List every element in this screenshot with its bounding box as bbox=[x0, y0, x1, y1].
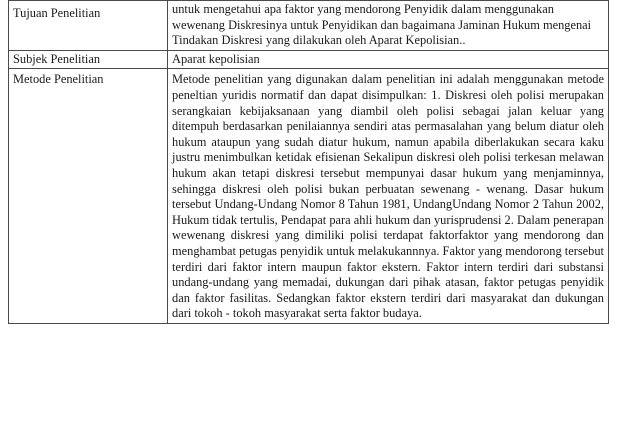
research-summary-table bbox=[8, 0, 609, 324]
row-label-subjek-penelitian: Subjek Penelitian bbox=[9, 50, 168, 69]
table-row-subjek-penelitian bbox=[9, 50, 609, 69]
row-content-subjek-penelitian: Aparat kepolisian bbox=[168, 50, 609, 69]
row-content-metode-penelitian: Metode penelitian yang digunakan dalam penelitian ini adalah menggunakan metode peneltian yuridis normatif dan dapat disimpulkan: 1. Diskresi oleh polisi merupakan serangkaian kebijaksanaan yang diambil oleh polisi sebagai jalan keluar yang ditempuh berdasarkan penilaiannya sendiri atas permasalahan yang belum diatur oleh hukum ataupun yang sudah diatur hukum, namun apabila diberlakukan secara kaku justru menimbulkan ketidak efisienan Sekalipun diskresi oleh polisi terkesan melawan hukum akan tetapi diskresi tersebut mempunyai dasar hukum yang menjaminnya, sehingga diskresi oleh polisi bukan perbuatan sewenang - wenang. Dasar hukum tersebut Undang-Undang Nomor 8 Tahun 1981, UndangUndang Nomor 2 Tahun 2002, Hukum tidak tertulis, Pendapat para ahli hukum dan yurisprudensi 2. Dalam penerapan wewenang diskresi yang dimiliki polisi terdapat faktorfaktor yang mendorong dan menghambat petugas penyidik untuk melakukannnya. Faktor yang mendorong tersebut terdiri dari faktor intern maupun faktor ekstern. Faktor intern terdiri dari substansi undang-undang yang memadai, dukungan dari pihak atasan, faktor petugas penyidik dan faktor fasilitas. Sedangkan faktor ekstern terdiri dari masyarakat dan dukungan dari tokoh - tokoh masyarakat serta faktor budaya. bbox=[168, 69, 609, 324]
table-row-tujuan-penelitian bbox=[9, 1, 609, 51]
row-label-tujuan-penelitian: Tujuan Penelitian bbox=[9, 1, 168, 51]
row-label-metode-penelitian: Metode Penelitian bbox=[9, 69, 168, 324]
table-row-metode-penelitian bbox=[9, 69, 609, 324]
row-content-tujuan-penelitian: untuk mengetahui apa faktor yang mendorong Penyidik dalam menggunakan wewenang Diskresinya untuk Penyidikan dan bagaimana Jaminan Hukum mengenai Tindakan Diskresi yang dilakukan oleh Aparat Kepolisian.. bbox=[168, 1, 609, 51]
